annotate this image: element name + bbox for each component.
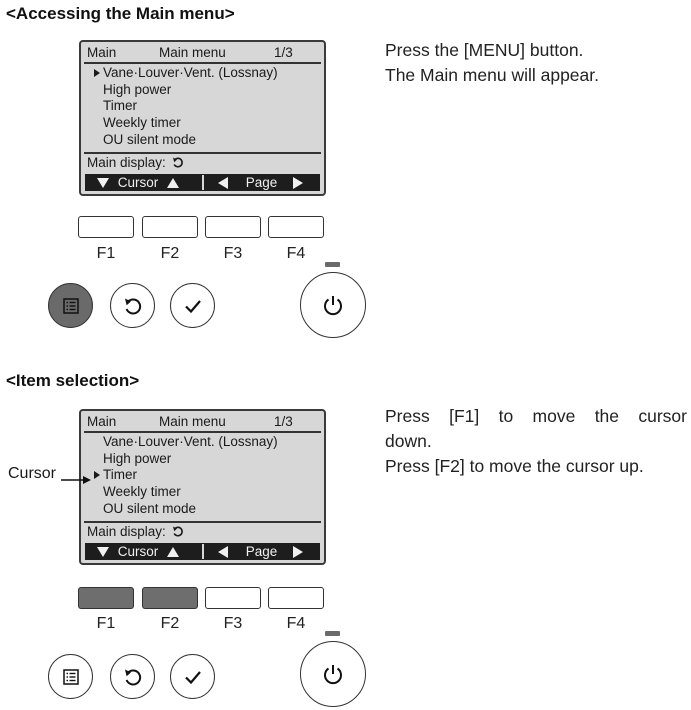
- menu-item-timer[interactable]: Timer: [103, 98, 137, 114]
- lcd-title-left: Main: [87, 414, 117, 429]
- menu-item-ou-silent[interactable]: OU silent mode: [103, 131, 197, 147]
- section2-description: [385, 404, 687, 479]
- lcd-screen: [79, 409, 326, 565]
- lcd-title-center: Main menu: [159, 45, 226, 60]
- menu-item-vane[interactable]: Vane·Louver·Vent. (Lossnay): [103, 65, 278, 80]
- f4-button[interactable]: [268, 587, 324, 609]
- triangle-down-icon: [97, 547, 109, 557]
- return-icon: [172, 525, 184, 538]
- f3-button[interactable]: [205, 587, 261, 609]
- menu-icon: [62, 668, 80, 686]
- menu-item-ou-silent[interactable]: OU silent mode: [103, 500, 197, 516]
- power-button[interactable]: [300, 272, 366, 338]
- menu-item-timer[interactable]: Timer: [103, 467, 278, 484]
- lcd-function-bar: [85, 174, 320, 191]
- main-display-label: [87, 524, 184, 539]
- f3-label: F3: [223, 615, 243, 632]
- triangle-right-icon: [293, 546, 303, 558]
- f1-button[interactable]: [78, 216, 134, 238]
- bar-page-group: [218, 543, 303, 560]
- power-icon: [321, 662, 345, 686]
- menu-item-vane[interactable]: Vane·Louver·Vent. (Lossnay): [103, 434, 278, 449]
- bar-page-label: Page: [245, 544, 278, 559]
- power-button[interactable]: [300, 641, 366, 707]
- main-display-label: [87, 155, 184, 170]
- description-line: Press [F1] to move the cursor: [385, 406, 687, 426]
- menu-item-high-power[interactable]: High power: [103, 450, 172, 466]
- bar-divider: [202, 175, 204, 190]
- menu-item-high-power[interactable]: High power: [103, 81, 172, 97]
- f3-button[interactable]: [205, 216, 261, 238]
- main-display-text: Main display:: [87, 524, 166, 539]
- triangle-left-icon: [218, 546, 228, 558]
- menu-button[interactable]: [48, 283, 93, 328]
- bar-divider: [202, 544, 204, 559]
- bar-cursor-group: [97, 543, 179, 560]
- lcd-screen: [79, 40, 326, 196]
- return-icon: [122, 295, 144, 317]
- return-icon: [172, 156, 184, 169]
- menu-button[interactable]: [48, 654, 93, 699]
- enter-button[interactable]: [170, 283, 215, 328]
- triangle-up-icon: [167, 178, 179, 188]
- main-display-text: Main display:: [87, 155, 166, 170]
- operation-led: [325, 631, 340, 636]
- lcd-function-bar: [85, 543, 320, 560]
- lcd-page-indicator: 1/3: [274, 45, 293, 60]
- lcd-divider: [84, 431, 321, 433]
- menu-item-weekly-timer[interactable]: Weekly timer: [103, 484, 181, 500]
- f2-label: F2: [160, 245, 180, 262]
- f4-button[interactable]: [268, 216, 324, 238]
- power-icon: [321, 293, 345, 317]
- description-line: down.: [385, 431, 432, 451]
- triangle-right-icon: [293, 177, 303, 189]
- f1-label: F1: [96, 245, 116, 262]
- f4-label: F4: [286, 245, 306, 262]
- lcd-menu-list: [103, 434, 278, 518]
- cursor-callout-arrow-icon: [61, 475, 91, 485]
- description-line: Press [F2] to move the cursor up.: [385, 456, 644, 476]
- bar-cursor-label: Cursor: [117, 175, 159, 190]
- lcd-divider: [84, 62, 321, 64]
- bar-page-group: [218, 174, 303, 191]
- check-icon: [182, 295, 204, 317]
- f3-label: F3: [223, 245, 243, 262]
- menu-icon: [62, 297, 80, 315]
- lcd-divider: [84, 152, 321, 154]
- description-line: The Main menu will appear.: [385, 65, 599, 85]
- f1-label: F1: [96, 615, 116, 632]
- section-heading-main-menu: <Accessing the Main menu>: [6, 4, 235, 23]
- operation-led: [325, 262, 340, 267]
- return-button[interactable]: [110, 283, 155, 328]
- lcd-title-left: Main: [87, 45, 117, 60]
- f4-label: F4: [286, 615, 306, 632]
- f2-button[interactable]: [142, 587, 198, 609]
- lcd-page-indicator: 1/3: [274, 414, 293, 429]
- menu-item-weekly-timer[interactable]: Weekly timer: [103, 115, 181, 131]
- return-button[interactable]: [110, 654, 155, 699]
- bar-cursor-group: [97, 174, 179, 191]
- triangle-left-icon: [218, 177, 228, 189]
- triangle-up-icon: [167, 547, 179, 557]
- f2-label: F2: [160, 615, 180, 632]
- cursor-callout-label: Cursor: [8, 465, 57, 482]
- lcd-title-center: Main menu: [159, 414, 226, 429]
- bar-page-label: Page: [245, 175, 278, 190]
- lcd-divider: [84, 521, 321, 523]
- section1-description: [385, 38, 599, 88]
- triangle-down-icon: [97, 178, 109, 188]
- return-icon: [122, 666, 144, 688]
- f2-button[interactable]: [142, 216, 198, 238]
- f1-button[interactable]: [78, 587, 134, 609]
- check-icon: [182, 666, 204, 688]
- enter-button[interactable]: [170, 654, 215, 699]
- lcd-title-bar: [81, 414, 324, 432]
- bar-cursor-label: Cursor: [117, 544, 159, 559]
- lcd-title-bar: [81, 45, 324, 63]
- lcd-menu-list: [103, 65, 278, 149]
- description-line: Press the [MENU] button.: [385, 40, 584, 60]
- section-heading-item-selection: <Item selection>: [6, 371, 140, 390]
